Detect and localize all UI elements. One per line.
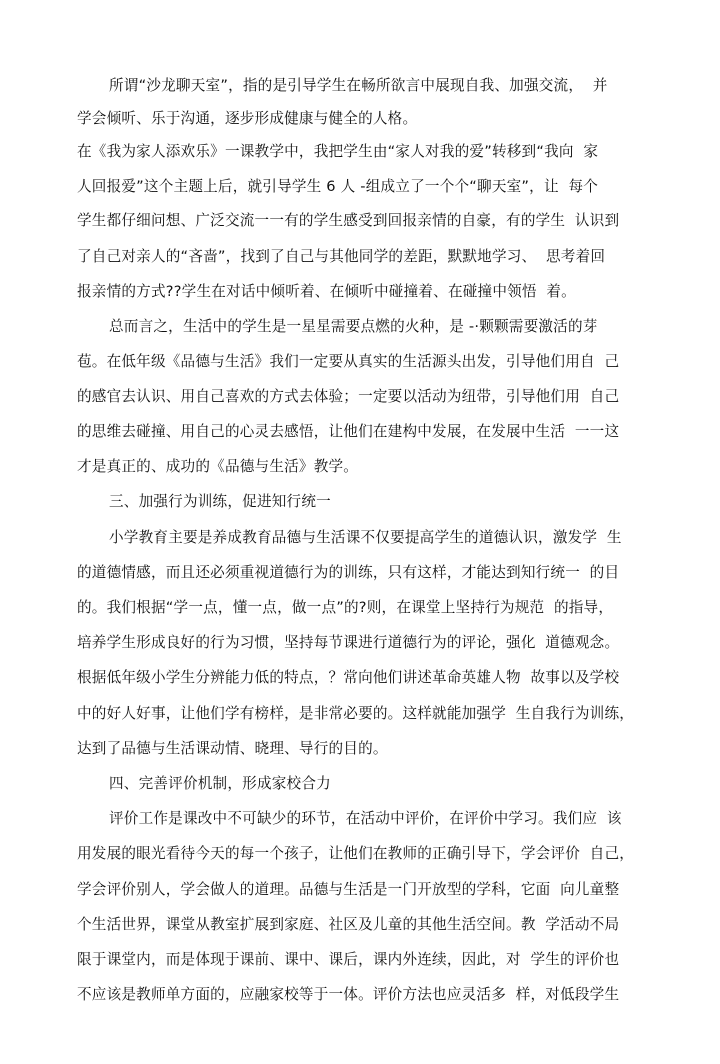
paragraph-line: 用发展的眼光看待今天的每一个孩子，让他们在教师的正确引导下，学会评价 自己， bbox=[77, 845, 635, 862]
paragraph-line: 苞。在低年级《品德与生活》我们一定要从真实的生活源头出发，引导他们用自 己 bbox=[77, 353, 620, 370]
paragraph-line: 小学教育主要是养成教育品德与生活课不仅要提高学生的道德认识，激发学 生 bbox=[109, 529, 622, 546]
paragraph-line: 评价工作是课改中不可缺少的环节，在活动中评价，在评价中学习。我们应 该 bbox=[109, 810, 622, 827]
paragraph-line: 限于课堂内，而是体现于课前、课中、课后，课内外连续，因此，对 学生的评价也 bbox=[77, 951, 620, 968]
paragraph-line: 根据低年级小学生分辨能力低的特点，？常向他们讲述革命英雄人物 故事以及学校 bbox=[77, 669, 620, 686]
paragraph-line: 学会评价别人，学会做人的道理。品德与生活是一门开放型的学科，它面 向儿童整 bbox=[77, 881, 620, 898]
paragraph-line: 中的好人好事，让他们学有榜样，是非常必要的。这样就能加强学 生自我行为训练， bbox=[77, 705, 635, 722]
paragraph-line: 不应该是教师单方面的，应融家校等于一体。评价方法也应灵活多 样，对低段学生 bbox=[77, 986, 620, 1003]
paragraph-line: 达到了品德与生活课动情、晓理、导行的目的。 bbox=[77, 740, 388, 757]
paragraph-line: 所谓“沙龙聊天室”，指的是引导学生在畅所欲言中展现自我、加强交流， 并 bbox=[109, 77, 608, 94]
paragraph-line: 人回报爱”这个主题上后，就引导学生 6 人 -组成立了一个个“聊天室”，让 每个 bbox=[77, 178, 599, 195]
paragraph-line: 报亲情的方式??学生在对话中倾听着、在倾听中碰撞着、在碰撞中领悟 着。 bbox=[77, 283, 576, 300]
section-heading: 四、完善评价机制，形成家校合力 bbox=[109, 775, 331, 792]
paragraph-line: 个生活世界，课堂从教室扩展到家庭、社区及儿童的其他生活空间。教 学活动不局 bbox=[77, 916, 620, 933]
paragraph-line: 学会倾听、乐于沟通，逐步形成健康与健全的人格。 bbox=[77, 110, 418, 127]
paragraph-line: 的感官去认识、用自己喜欢的方式去体验；一定要以活动为纽带，引导他们用 自己 bbox=[77, 388, 620, 405]
paragraph-line: 培养学生形成良好的行为习惯，坚持每节课进行道德行为的评论，强化 道德观念。 bbox=[77, 634, 620, 651]
paragraph-line: 的道德情感，而且还必须重视道德行为的训练，只有这样，才能达到知行统一 的目 bbox=[77, 564, 620, 581]
section-heading: 三、加强行为训练，促进知行统一 bbox=[109, 493, 331, 510]
paragraph-line: 的思维去碰撞、用自己的心灵去感悟，让他们在建构中发展，在发展中生活 一一这 bbox=[77, 423, 620, 440]
paragraph-line: 才是真正的、成功的《品德与生活》教学。 bbox=[77, 458, 359, 475]
paragraph-line: 的。我们根据“学一点，懂一点，做一点”的?则，在课堂上坚持行为规范 的指导， bbox=[77, 599, 614, 616]
paragraph-line: 总而言之，生活中的学生是一星星需要点燃的火种，是 -·颗颗需要激活的芽 bbox=[109, 318, 598, 335]
paragraph-line: 学生都仔细问想、广泛交流一一有的学生感受到回报亲情的自豪，有的学生 认识到 bbox=[77, 212, 620, 229]
paragraph-line: 在《我为家人添欢乐》一课教学中，我把学生由“家人对我的爱”转移到“我向 家 bbox=[77, 143, 599, 160]
paragraph-line: 了自己对亲人的“吝啬”，找到了自己与其他同学的差距，默默地学习、 思考着回 bbox=[77, 248, 606, 265]
